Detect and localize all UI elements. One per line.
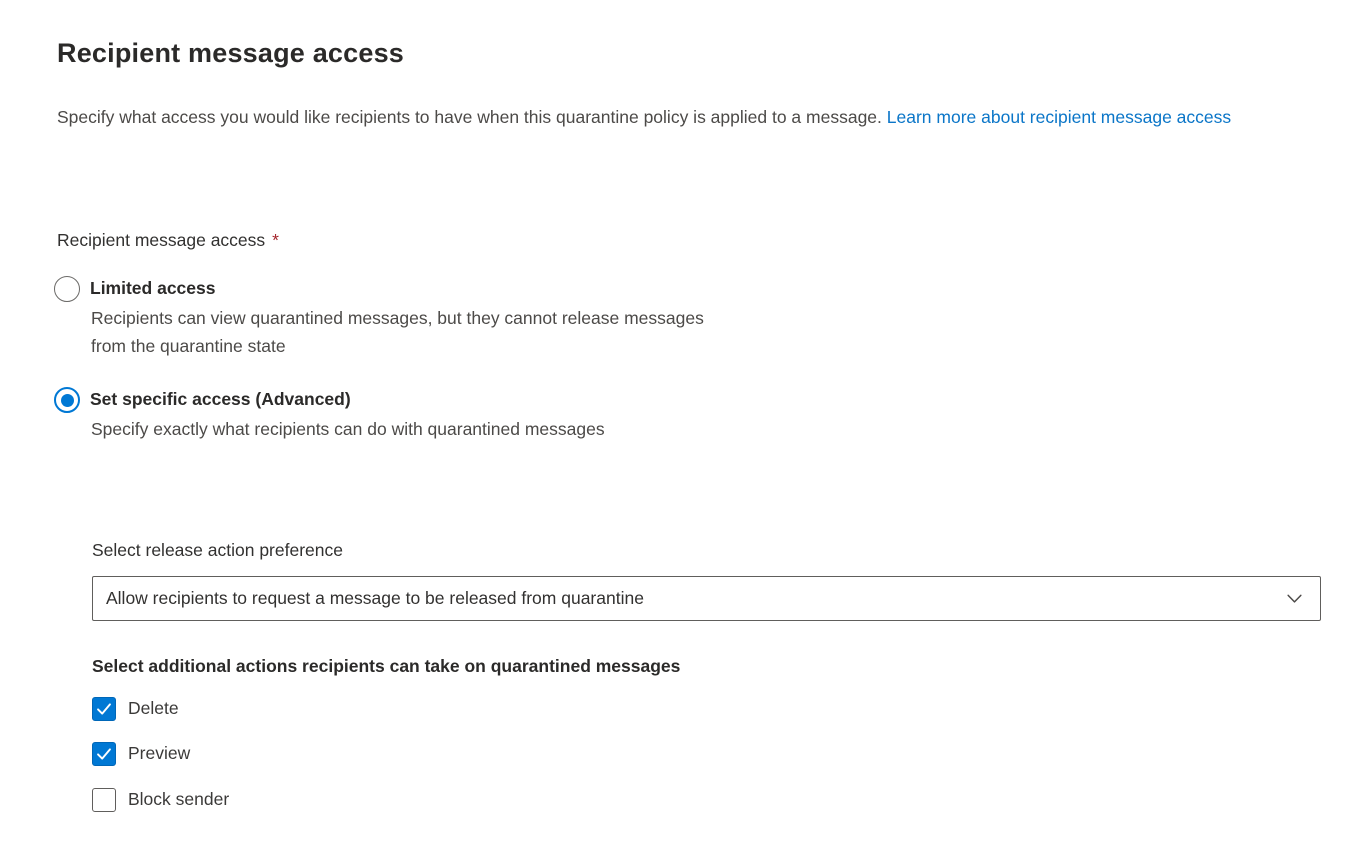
page-title: Recipient message access bbox=[57, 38, 405, 68]
learn-more-link[interactable]: Learn more about recipient message access bbox=[886, 107, 1232, 127]
access-field-label: Recipient message access * bbox=[57, 230, 279, 250]
release-action-label: Select release action preference bbox=[92, 540, 343, 560]
checkmark-icon bbox=[93, 697, 115, 721]
checkbox-row-preview bbox=[92, 741, 190, 766]
required-asterisk: * bbox=[272, 230, 279, 250]
radio-dot-icon bbox=[61, 394, 74, 407]
block-sender-checkbox[interactable] bbox=[92, 788, 116, 812]
block-sender-checkbox-label[interactable]: Block sender bbox=[128, 789, 230, 809]
chevron-down-icon[interactable] bbox=[1284, 589, 1304, 609]
additional-actions-label: Select additional actions recipients can take on quarantined messages bbox=[92, 656, 681, 676]
radio-limited-access-label[interactable]: Limited access bbox=[90, 278, 216, 298]
checkbox-row-block-sender bbox=[92, 787, 229, 812]
preview-checkbox[interactable] bbox=[92, 742, 116, 766]
delete-checkbox[interactable] bbox=[92, 697, 116, 721]
preview-checkbox-label[interactable]: Preview bbox=[128, 743, 191, 763]
radio-limited-access-description: Recipients can view quarantined messages, but they cannot release messages from the quarantine state bbox=[91, 308, 704, 356]
checkmark-icon bbox=[93, 742, 115, 766]
radio-set-specific-access-label[interactable]: Set specific access (Advanced) bbox=[90, 389, 351, 409]
radio-set-specific-access[interactable] bbox=[54, 387, 80, 413]
page-description bbox=[57, 103, 1302, 132]
delete-checkbox-label[interactable]: Delete bbox=[128, 698, 179, 718]
release-action-dropdown[interactable] bbox=[92, 576, 1321, 621]
radio-limited-access[interactable] bbox=[54, 276, 80, 302]
radio-set-specific-access-description: Specify exactly what recipients can do with quarantined messages bbox=[91, 419, 605, 439]
checkbox-row-delete bbox=[92, 696, 179, 721]
release-action-selected-value: Allow recipients to request a message to be released from quarantine bbox=[106, 588, 644, 608]
page-description-text: Specify what access you would like recipients to have when this quarantine policy is applied to a message. bbox=[57, 107, 882, 127]
